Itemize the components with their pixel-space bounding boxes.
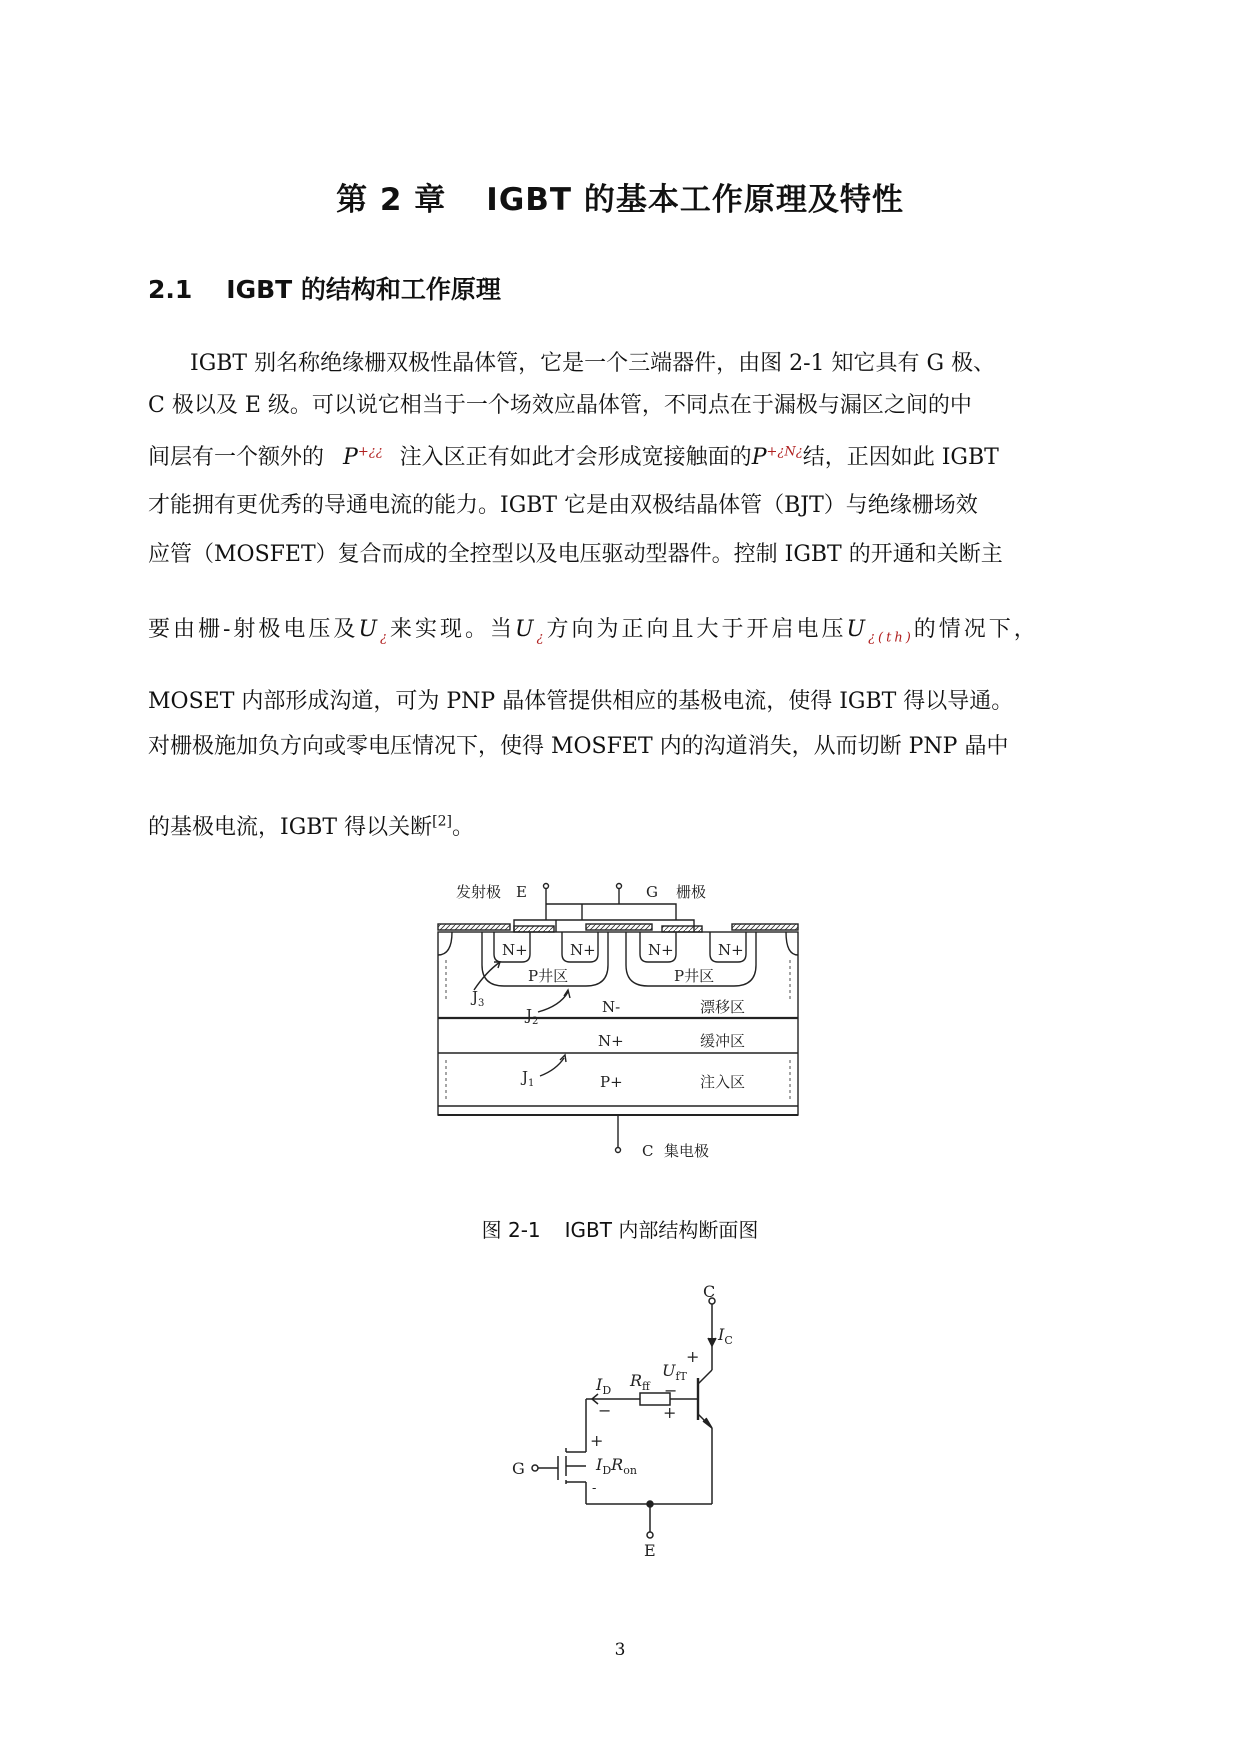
buffer-region-label: 缓冲区 (700, 1032, 746, 1050)
resistor-label: $R_{ff}$ (630, 1371, 650, 1393)
buffer-n-label: N+ (598, 1032, 624, 1050)
voltage-label: $U_{fT}$ (662, 1361, 687, 1383)
collector-letter: C (642, 1142, 654, 1160)
section-title-text: IGBT 的结构和工作原理 (226, 275, 501, 304)
gate-terminal-label: G (512, 1459, 525, 1478)
n-plus-label: N+ (570, 941, 596, 959)
collector-current-label: $I_C$ (718, 1325, 733, 1347)
paragraph-line: 的基极电流，IGBT 得以关断[2]。 (148, 813, 474, 840)
injection-region-label: 注入区 (700, 1073, 746, 1091)
n-minus-label: N- (602, 998, 621, 1016)
p-well-label: P井区 (528, 967, 569, 985)
emitter-terminal-label: E (644, 1541, 656, 1560)
paragraph-line: 对栅极施加负方向或零电压情况下，使得 MOSFET 内的沟道消失，从而切断 PNP 晶中 (148, 734, 1009, 759)
collector-label: 集电极 (664, 1142, 710, 1160)
paragraph-line: 才能拥有更优秀的导通电流的能力。IGBT 它是由双极结晶体管（BJT）与绝缘栅场效 (148, 493, 978, 518)
section-number: 2.1 (148, 275, 193, 304)
figure-caption-text: IGBT 内部结构断面图 (564, 1218, 759, 1242)
n-plus-label: N+ (648, 941, 674, 959)
paragraph-line: 间层有一个额外的 P+¿¿ 注入区正有如此才会形成宽接触面的$P^{+¿N¿}$结，正因如此 IGBT (148, 444, 999, 470)
paragraph-line: IGBT 别名称绝缘栅双极性晶体管，它是一个三端器件，由图 2-1 知它具有 G 极、 (190, 351, 996, 376)
paragraph-line: 要由栅-射极电压及$U_¿$来实现。当$U_¿$方向为正向且大于开启电压$U_{¿(th)}$的情况下， (148, 617, 1039, 646)
citation: [2] (432, 813, 452, 830)
p-plus-label: P+ (600, 1073, 623, 1091)
chapter-title-text: IGBT 的基本工作原理及特性 (486, 182, 904, 218)
paragraph-line: 应管（MOSFET）复合而成的全控型以及电压驱动型器件。控制 IGBT 的开通和关断主 (148, 542, 1003, 567)
plus-sign: + (590, 1431, 604, 1450)
junction-j2-label: $J_2$ (526, 1006, 539, 1027)
gate-label: 栅极 (676, 883, 707, 901)
plus-sign: + (663, 1403, 677, 1422)
junction-j3-label: $J_3$ (472, 988, 485, 1009)
minus-sign: − (598, 1401, 612, 1420)
n-plus-label: N+ (718, 941, 744, 959)
emitter-letter: E (516, 883, 527, 901)
minus-sign: − (664, 1381, 678, 1400)
drift-region-label: 漂移区 (700, 998, 746, 1016)
emitter-label: 发射极 (456, 883, 502, 901)
chapter-number: 第 2 章 (336, 182, 447, 218)
gate-letter: G (646, 883, 658, 901)
n-plus-label: N+ (502, 941, 528, 959)
idron-label: $I_DR_{on}$ (596, 1455, 637, 1477)
paragraph-line: MOSET 内部形成沟道，可为 PNP 晶体管提供相应的基极电流，使得 IGBT 得以导通。 (148, 689, 1014, 714)
figure-number: 图 2-1 (481, 1218, 541, 1242)
paragraph-line: C 极以及 E 级。可以说它相当于一个场效应晶体管，不同点在于漏极与漏区之间的中 (148, 393, 972, 418)
junction-j1-label: $J_1$ (522, 1068, 535, 1089)
page-number: 3 (614, 1640, 626, 1660)
drain-current-label: $I_D$ (596, 1375, 612, 1397)
p-well-label: P井区 (674, 967, 715, 985)
minus-sign: - (592, 1481, 597, 1496)
collector-terminal-label: C (703, 1282, 716, 1301)
plus-sign: + (686, 1347, 700, 1366)
